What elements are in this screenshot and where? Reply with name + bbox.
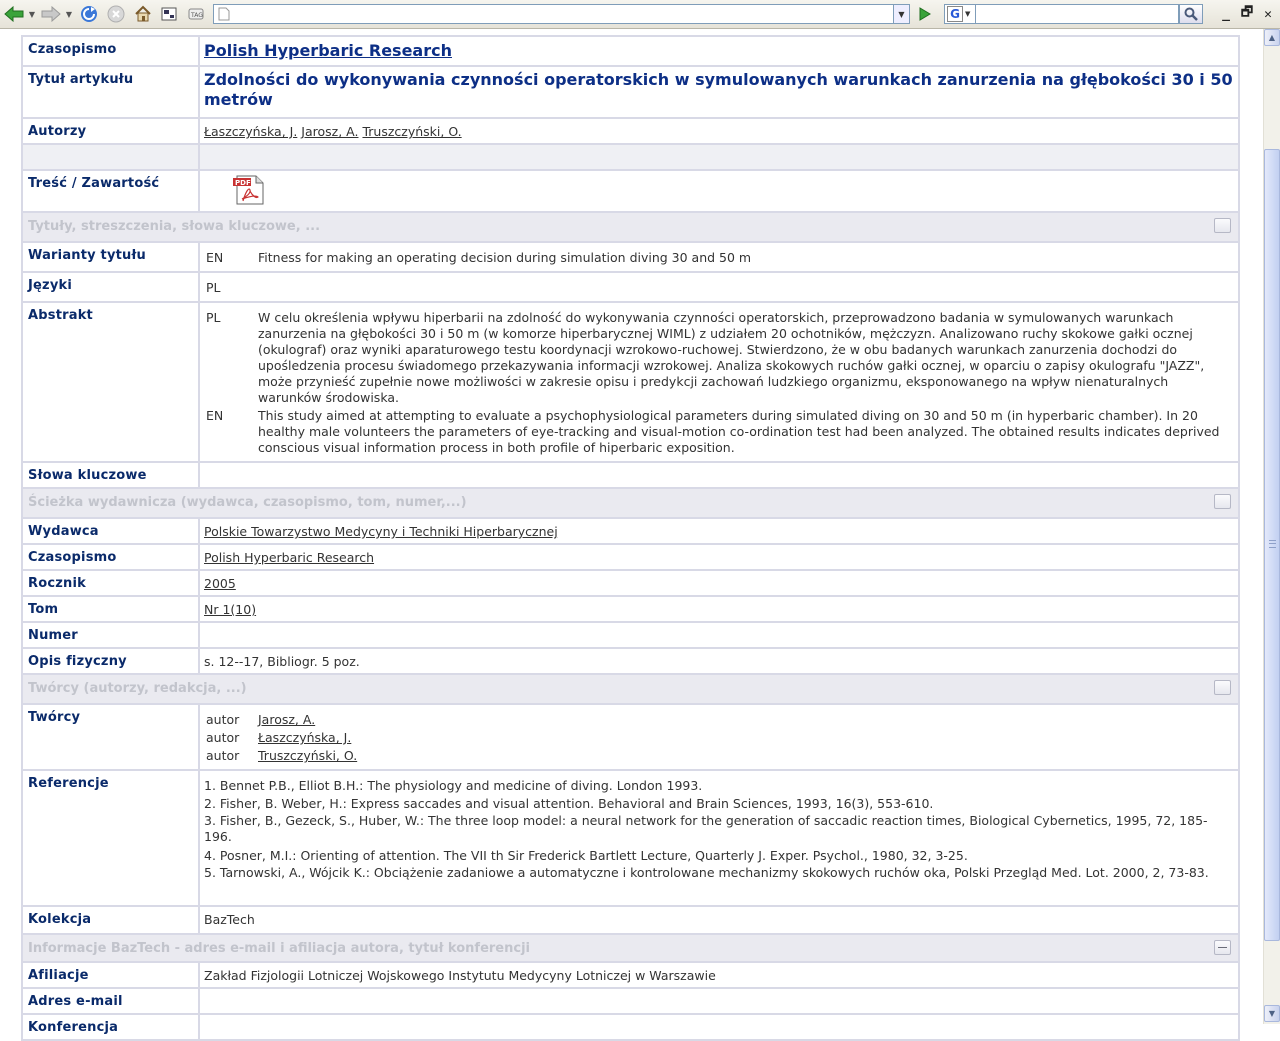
- pdf-download-link[interactable]: [232, 175, 1234, 208]
- forward-arrow-icon: [41, 6, 61, 22]
- stop-icon: [107, 5, 125, 23]
- home-icon: [134, 5, 152, 23]
- collection-value: BazTech: [199, 906, 1239, 934]
- wydawca-label: Wydawca: [22, 518, 199, 544]
- metadata-table: [21, 35, 1240, 1041]
- section-toggle-button[interactable]: [1214, 680, 1231, 695]
- reference-item: 1. Bennet P.B., Elliot B.H.: The physiology and medicine of diving. London 1993.: [204, 778, 703, 793]
- conference-value: [199, 1014, 1239, 1040]
- reload-button[interactable]: [78, 4, 100, 24]
- jezyki-label: Języki: [22, 272, 199, 302]
- autorzy-label: Autorzy: [22, 118, 199, 144]
- language-code: EN: [206, 250, 224, 265]
- opis-label: Opis fizyczny: [22, 648, 199, 674]
- page-icon: [218, 7, 230, 21]
- section-header-titles: Tytuły, streszczenia, słowa kluczowe, ...: [22, 212, 1239, 242]
- search-engine-selector[interactable]: [944, 4, 976, 24]
- section-header-baztech: Informacje BazTech - adres e-mail i afiliacja autora, tytuł konferencji: [22, 934, 1239, 962]
- physical-description: s. 12--17, Bibliogr. 5 poz.: [199, 648, 1239, 674]
- minimize-button[interactable]: _: [1222, 6, 1230, 22]
- reference-item: 4. Posner, M.I.: Orienting of attention. The VII th Sir Frederick Bartlett Lecture, Quarterly J. Exper. Psychol., 1980, 32, 3-25.: [204, 848, 968, 863]
- creator-row: [204, 747, 1234, 765]
- creator-link[interactable]: Jarosz, A.: [258, 712, 316, 727]
- title-variant: Fitness for making an operating decision during simulation diving 30 and 50 m: [258, 250, 752, 265]
- author-link[interactable]: Jarosz, A.: [301, 124, 359, 139]
- engine-dropdown-icon: ▼: [965, 10, 971, 18]
- reload-icon: [80, 5, 98, 23]
- bookmarks-icon: [160, 5, 178, 23]
- home-button[interactable]: [132, 4, 154, 24]
- pdf-icon: [232, 175, 264, 205]
- creator-row: [204, 729, 1234, 747]
- author-link[interactable]: Łaszczyńska, J.: [204, 124, 298, 139]
- language-value: PL: [206, 280, 221, 295]
- tag-icon: [187, 5, 205, 23]
- creator-role: autor: [206, 748, 240, 763]
- go-button[interactable]: [914, 4, 936, 24]
- konferencja-label: Konferencja: [22, 1014, 199, 1040]
- language-code: PL: [206, 310, 221, 325]
- scroll-down-icon[interactable]: ▼: [1264, 1005, 1280, 1022]
- svg-text:TAG: TAG: [191, 12, 203, 19]
- magnifier-icon: [1184, 7, 1198, 21]
- czasopismo-label: Czasopismo: [22, 36, 199, 66]
- stop-button[interactable]: [105, 4, 127, 24]
- rocznik-label: Rocznik: [22, 570, 199, 596]
- journal-link[interactable]: Polish Hyperbaric Research: [204, 550, 375, 565]
- language-code: EN: [206, 408, 224, 423]
- publisher-link[interactable]: Polskie Towarzystwo Medycyny i Techniki Hiperbarycznej: [204, 524, 558, 539]
- search-button[interactable]: [1179, 4, 1203, 24]
- reference-item: 5. Tarnowski, A., Wójcik K.: Obciążenie zadaniowe a automatyczne i kontrolowane mechanizmy skokowych ruchów oka, Polski Przegląd Med. Lot. 2000, 2, 73-83.: [204, 865, 1209, 880]
- google-icon: G: [947, 6, 963, 22]
- forward-dropdown-icon[interactable]: ▼: [65, 9, 73, 19]
- scrollbar-thumb[interactable]: [1264, 149, 1280, 941]
- article-title: Zdolności do wykonywania czynności operatorskich w symulowanych warunkach zanurzenia na głębokości 30 i 50 metrów: [204, 70, 1233, 109]
- czasopismo2-label: Czasopismo: [22, 544, 199, 570]
- creator-role: autor: [206, 730, 240, 745]
- affiliation-value: Zakład Fizjologii Lotniczej Wojskowego Instytutu Medycyny Lotniczej w Warszawie: [199, 962, 1239, 988]
- reference-item: 3. Fisher, B., Gezeck, S., Huber, W.: The three loop model: a neural network for the generation of saccadic reaction times, Biological Cybernetics, 1995, 72, 185-196.: [204, 813, 1208, 844]
- search-input[interactable]: [976, 4, 1179, 24]
- abstract-pl: W celu określenia wpływu hiperbarii na zdolność do wykonywania czynności operatorskich, przeprowadzono badania w symulowanych warunkach zanurzenia na głębokości 30 i 50 m (w komorze hiperbarycznej WIML) z udziałem 20 ochotników, mężczyzn. Analizowano ruchy skokowe gałki ocznej (okulograf) oraz wyniki aparaturowego testu koordynacji wzrokowo-ruchowej. Stwierdzono, że w obu badanych warunkach zanurzenia dochodzi do upośledzenia procesu świadomego przekazywania informacji wzrokowej. Analiza skokowych ruchów gałki ocznej, w oparciu o zapisy okulografu "JAZZ", może przynieść zupełnie nowe możliwości w zakresie opisu i predykcji zachowań ludzkiego organizmu, eksponowanego na wpływ nienaturalnych warunków środowiska.: [258, 310, 1205, 405]
- issue-value: [199, 622, 1239, 648]
- tom-label: Tom: [22, 596, 199, 622]
- back-arrow-icon: [4, 6, 24, 22]
- year-link[interactable]: 2005: [204, 576, 236, 591]
- restore-button[interactable]: 🗗: [1240, 5, 1254, 20]
- creator-link[interactable]: Truszczyński, O.: [258, 748, 358, 763]
- address-dropdown-icon[interactable]: ▼: [894, 4, 910, 24]
- address-bar[interactable]: [213, 4, 894, 24]
- email-value: [199, 988, 1239, 1014]
- referencje-label: Referencje: [22, 770, 199, 906]
- keywords-value: [199, 462, 1239, 488]
- kolekcja-label: Kolekcja: [22, 906, 199, 934]
- bookmarks-button[interactable]: [158, 4, 180, 24]
- abstract-en: This study aimed at attempting to evaluate a psychophysiological parameters during simulated diving on 30 and 50 m (in hyperbaric chamber). In 20 healthy male volunteers the parameters of eye-tracking and visual-motion co-ordination test had been analyzed. The obtained results indicates deprived conscious visual information process in both profile of hiperbaric exposition.: [258, 408, 1220, 455]
- email-label: Adres e-mail: [22, 988, 199, 1014]
- scroll-up-icon[interactable]: ▲: [1264, 29, 1280, 46]
- creator-row: [204, 711, 1234, 729]
- tytul-label: Tytuł artykułu: [22, 66, 199, 118]
- section-toggle-button[interactable]: [1214, 218, 1231, 233]
- warianty-label: Warianty tytułu: [22, 242, 199, 272]
- abstrakt-label: Abstrakt: [22, 302, 199, 462]
- empty-value-cell: [199, 144, 1239, 170]
- go-arrow-icon: [916, 6, 934, 22]
- creator-link[interactable]: Łaszczyńska, J.: [258, 730, 352, 745]
- creator-role: autor: [206, 712, 240, 727]
- record-details: [21, 35, 1240, 1041]
- section-toggle-button[interactable]: [1214, 494, 1231, 509]
- author-link[interactable]: Truszczyński, O.: [362, 124, 462, 139]
- back-button[interactable]: [3, 4, 25, 24]
- journal-title-link[interactable]: Polish Hyperbaric Research: [204, 41, 452, 60]
- tag-button[interactable]: [185, 4, 207, 24]
- section-header-creators: Twórcy (autorzy, redakcja, ...): [22, 674, 1239, 704]
- close-button[interactable]: ✕: [1264, 6, 1272, 22]
- vertical-scrollbar[interactable]: [1263, 29, 1280, 1024]
- slowa-label: Słowa kluczowe: [22, 462, 199, 488]
- browser-toolbar: [0, 0, 1280, 29]
- empty-label-cell: [22, 144, 199, 170]
- afiliacje-label: Afiliacje: [22, 962, 199, 988]
- reference-item: 2. Fisher, B. Weber, H.: Express saccades and visual attention. Behavioral and Brain Sciences, 1993, 16(3), 553-610.: [204, 796, 934, 811]
- tworcy-label: Twórcy: [22, 704, 199, 770]
- volume-link[interactable]: Nr 1(10): [204, 602, 257, 617]
- section-header-publishing: Ścieżka wydawnicza (wydawca, czasopismo, tom, numer,...): [22, 488, 1239, 518]
- numer-label: Numer: [22, 622, 199, 648]
- pdf-badge-text: PDF: [235, 179, 251, 187]
- tresc-label: Treść / Zawartość: [22, 170, 199, 212]
- forward-button[interactable]: [40, 4, 62, 24]
- grip-icon: [1269, 540, 1276, 548]
- back-dropdown-icon[interactable]: ▼: [28, 9, 36, 19]
- section-collapse-button[interactable]: [1214, 940, 1231, 955]
